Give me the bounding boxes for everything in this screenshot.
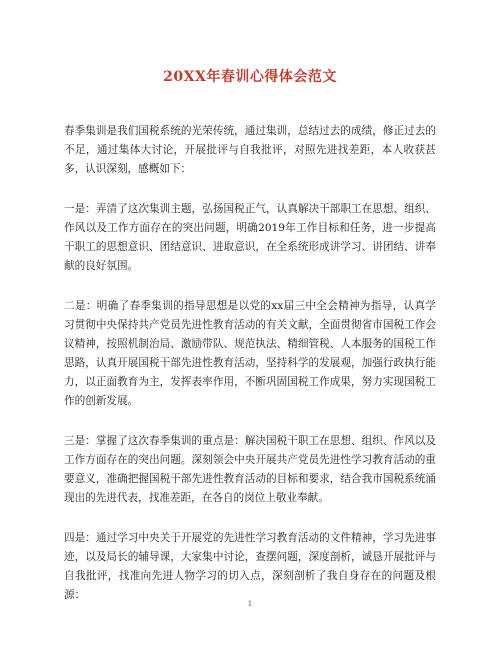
paragraph-point-1: 一是：弄清了这次集训主题，弘扬国税正气，认真解决干部职工在思想、组织、作风以及工作方面存在的突出问题，明确2019年工作目标和任务，进一步提高干职工的思想意识、团结意识、进取意识，在全系统形成讲学习、讲团结、讲奉献的良好氛围。 (64, 203, 436, 272)
page-number: 1 (247, 600, 253, 608)
paragraph-point-2: 二是：明确了春季集训的指导思想是以党的xx届三中全会精神为指导，认真学习贯彻中央保持共产党员先进性教育活动的有关文献，全面贯彻省市国税工作会议精神，按照机制治局、激励带队、规范执法、精细管税、人本服务的国税工作思路，认真开展国税干部先进性教育活动，坚持科学的发展观，加强行政执行能力，以正面教育为主，发挥表率作用，不断巩固国税工作成果，努力实现国税工作的创新发展。 (64, 300, 436, 407)
paragraph-point-4: 四是：通过学习中央关于开展党的先进性学习教育活动的文件精神，学习先进事迹，以及局长的辅导课，大家集中讨论，查摆问题，深度剖析，诚恳开展批评与自我批评，找准向先进人物学习的切入点，深刻剖析了我自身存在的问题及根源： (64, 532, 436, 601)
paragraph-intro: 春季集训是我们国税系统的光荣传统，通过集训，总结过去的成绩，修正过去的不足，通过集体大讨论，开展批评与自我批评，对照先进找差距，本人收获甚多，认识深刻，感概如下： (64, 125, 436, 175)
document-body (64, 122, 436, 626)
document-title: 20XX年春训心得体会范文 (163, 69, 337, 85)
paragraph-point-3: 三是：掌握了这次春季集训的重点是：解决国税干职工在思想、组织、作风以及工作方面存在的突出问题。深刻领会中央开展共产党员先进性学习教育活动的重要意义，准确把握国税干部先进性教育活动的目标和要求，结合我市国税系统涌现出的先进代表，找准差距，在各自的岗位上敬业奉献。 (64, 435, 436, 504)
